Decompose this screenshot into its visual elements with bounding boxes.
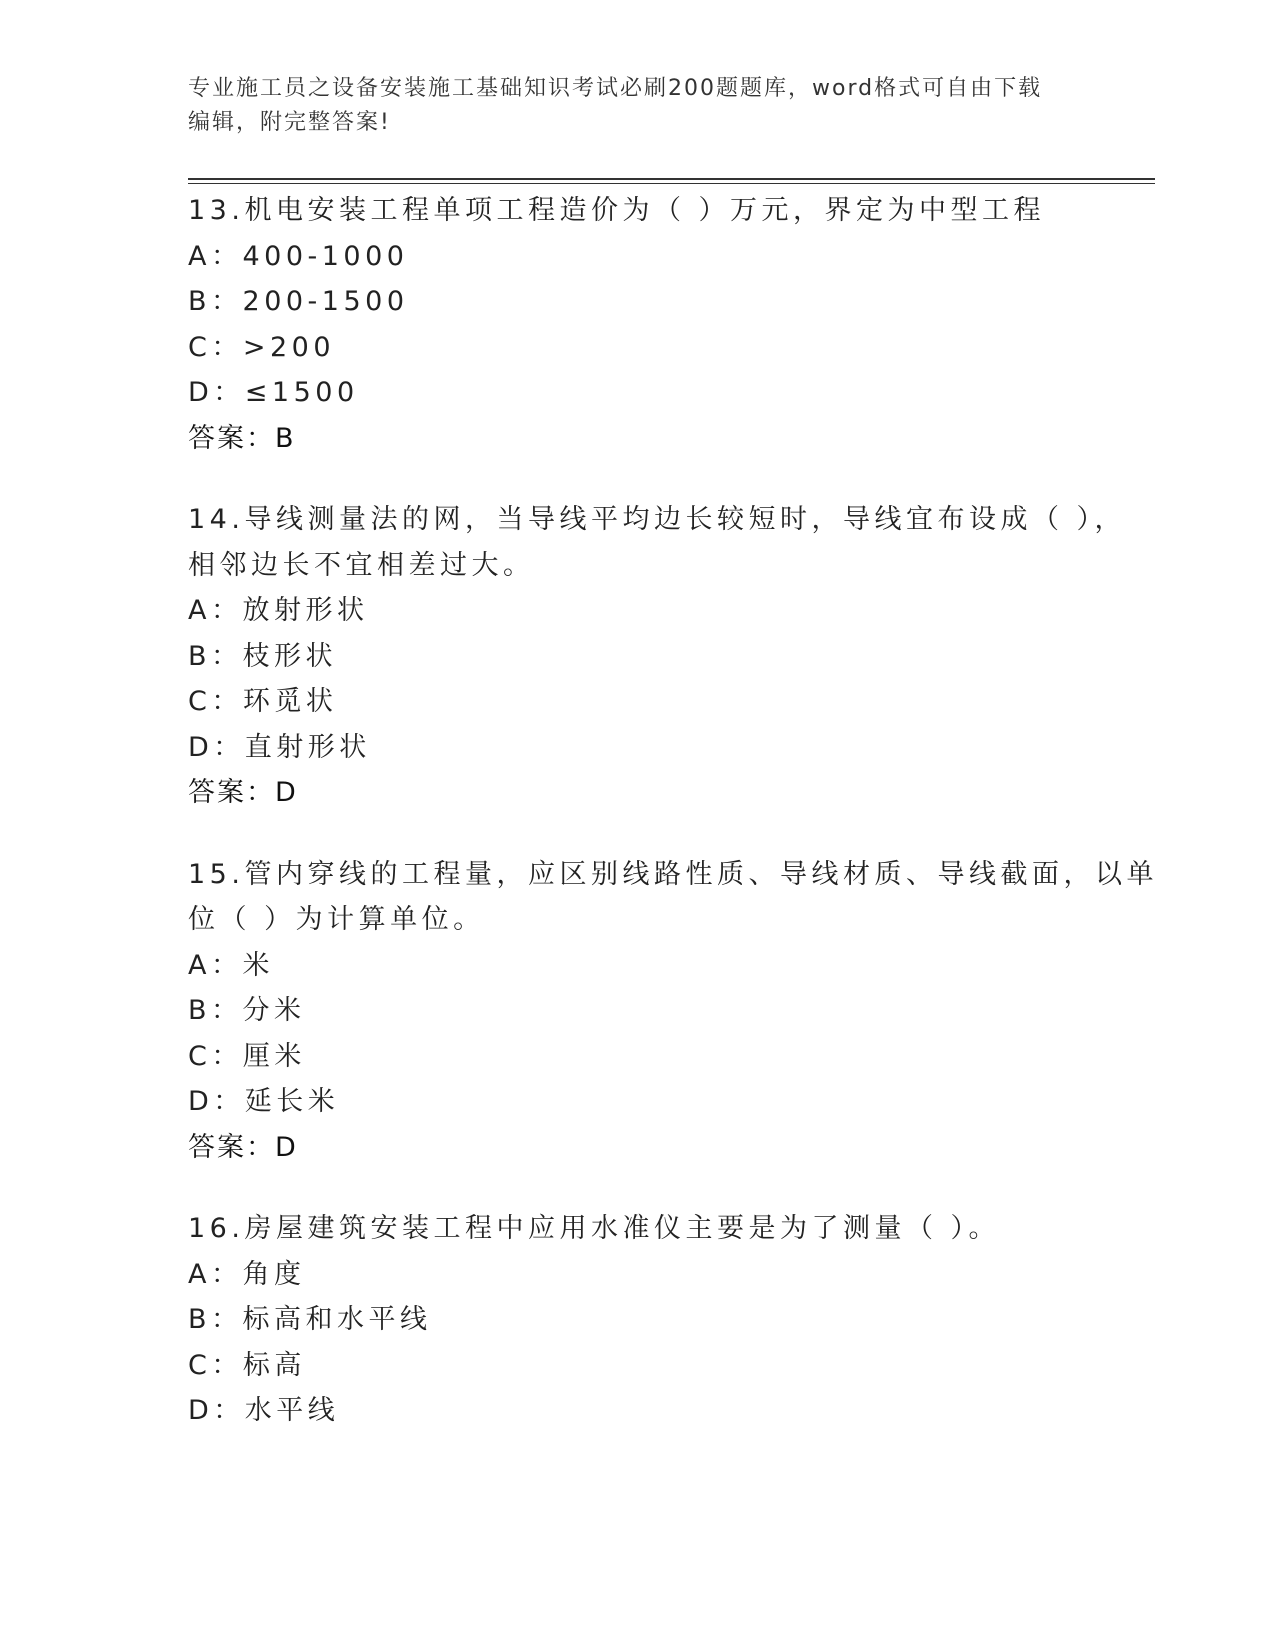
answer: 答案：D <box>188 1131 298 1163</box>
option-a: A：放射形状 <box>188 595 369 626</box>
option-a: A：角度 <box>188 1258 306 1290</box>
question-14 <box>188 497 1127 816</box>
option-d: D：直射形状 <box>188 731 371 763</box>
question-stem-continued: 位（ ）为计算单位。 <box>188 904 485 935</box>
answer: 答案：B <box>188 422 296 454</box>
question-list <box>188 188 1158 1470</box>
header-line-2: 编辑，附完整答案! <box>188 110 391 135</box>
document-header <box>188 72 1088 140</box>
question-stem: 16.房屋建筑安装工程中应用水准仪主要是为了测量（ ）。 <box>188 1213 1001 1244</box>
header-divider-thick <box>188 178 1155 180</box>
option-b: B：分米 <box>188 995 306 1026</box>
option-c: C：厘米 <box>188 1040 306 1072</box>
header-line-1: 专业施工员之设备安装施工基础知识考试必刷200题题库，word格式可自由下载 <box>188 76 1043 101</box>
option-d: D：≤1500 <box>188 377 359 408</box>
question-15 <box>188 852 1158 1171</box>
question-16 <box>188 1206 1088 1434</box>
option-a: A：米 <box>188 949 274 981</box>
option-b: B：标高和水平线 <box>188 1304 432 1335</box>
header-divider-thin <box>188 183 1155 184</box>
answer: 答案：D <box>188 777 298 808</box>
question-stem: 15.管内穿线的工程量，应区别线路性质、导线材质、导线截面，以单 <box>188 858 1158 890</box>
option-d: D：延长米 <box>188 1086 340 1117</box>
option-b: B：枝形状 <box>188 640 338 672</box>
option-d: D：水平线 <box>188 1395 340 1426</box>
question-stem-continued: 相邻边长不宜相差过大。 <box>188 549 535 581</box>
question-stem: 13.机电安装工程单项工程造价为（ ）万元，界定为中型工程 <box>188 195 1046 226</box>
question-stem: 14.导线测量法的网，当导线平均边长较短时，导线宜布设成（ ）， <box>188 504 1127 535</box>
question-13 <box>188 188 1088 461</box>
option-c: C：标高 <box>188 1349 306 1381</box>
option-c: C：>200 <box>188 331 336 363</box>
option-a: A：400-1000 <box>188 240 409 272</box>
option-c: C：环觅状 <box>188 686 338 717</box>
option-b: B：200-1500 <box>188 286 409 317</box>
